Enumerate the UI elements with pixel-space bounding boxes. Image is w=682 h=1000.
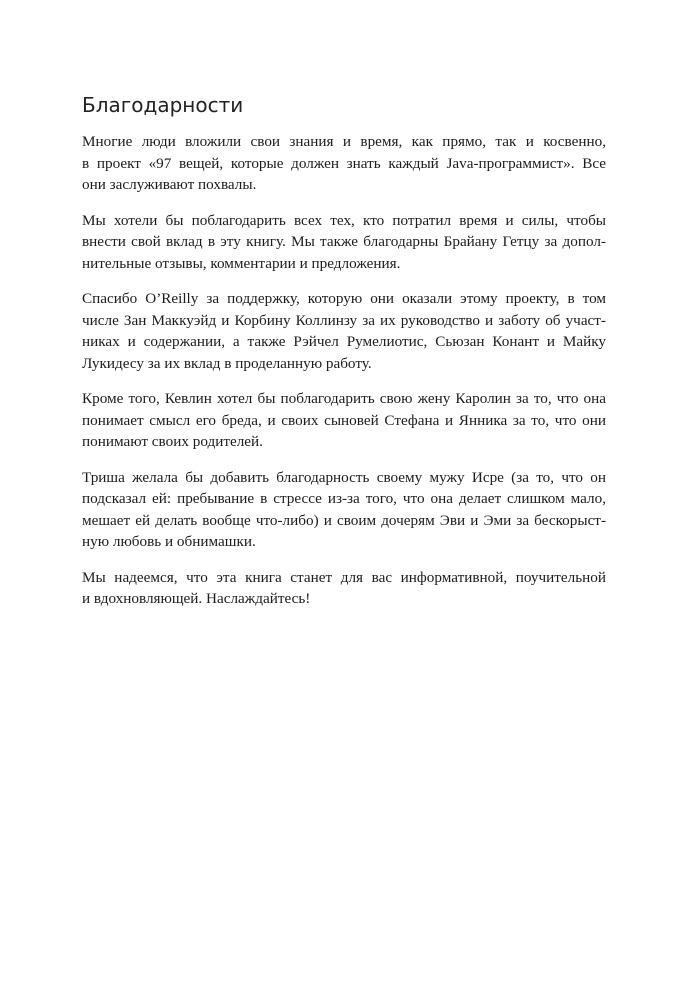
text-line: в проект «97 вещей, которые должен знать каждый Java-программист». Все <box>82 154 606 172</box>
text-line: Лукидесу за их вклад в проделанную работу. <box>82 354 372 372</box>
text-line: Мы хотели бы поблагодарить всех тех, кто потратил время и силы, чтобы <box>82 211 606 229</box>
paragraph-3 <box>82 288 606 374</box>
text-line: числе Зан Маккуэйд и Корбину Коллинзу за их руководство и заботу об участ- <box>82 311 606 329</box>
page-heading: Благодарности <box>82 93 244 117</box>
paragraph-2 <box>82 210 606 275</box>
text-line: Спасибо O’Reilly за поддержку, которую они оказали этому проекту, в том <box>82 290 606 307</box>
text-line: никах и содержании, а также Рэйчел Румелиотис, Сьюзан Конант и Майку <box>82 333 606 350</box>
text-line: понимают своих родителей. <box>82 433 263 450</box>
text-line: Мы надеемся, что эта книга станет для вас информативной, поучительной <box>82 568 606 586</box>
text-line: и вдохновляющей. Наслаждайтесь! <box>82 590 311 607</box>
acknowledgements-body <box>82 131 606 624</box>
text-line: Многие люди вложили свои знания и время, как прямо, так и косвенно, <box>82 133 606 150</box>
text-line: они заслуживают похвалы. <box>82 176 257 193</box>
text-line: Кроме того, Кевлин хотел бы поблагодарить свою жену Каролин за то, что она <box>82 390 606 407</box>
paragraph-4 <box>82 388 606 453</box>
text-line: ную любовь и обнимашки. <box>82 533 256 550</box>
text-line: нительные отзывы, комментарии и предложения. <box>82 254 401 272</box>
text-line: подсказал ей: пребывание в стрессе из-за того, что она делает слишком мало, <box>82 490 606 507</box>
text-line: мешает ей делать вообще что-либо) и своим дочерям Эви и Эми за бескорыст- <box>82 511 606 529</box>
text-line: понимает смысл его бреда, и своих сыновей Стефана и Янника за то, что они <box>82 411 606 429</box>
paragraph-6 <box>82 567 606 610</box>
text-line: внести свой вклад в эту книгу. Мы также благодарны Брайану Гетцу за допол- <box>82 233 606 250</box>
text-line: Триша желала бы добавить благодарность своему мужу Исре (за то, что он <box>82 468 606 486</box>
paragraph-5 <box>82 467 606 553</box>
paragraph-1 <box>82 131 606 196</box>
